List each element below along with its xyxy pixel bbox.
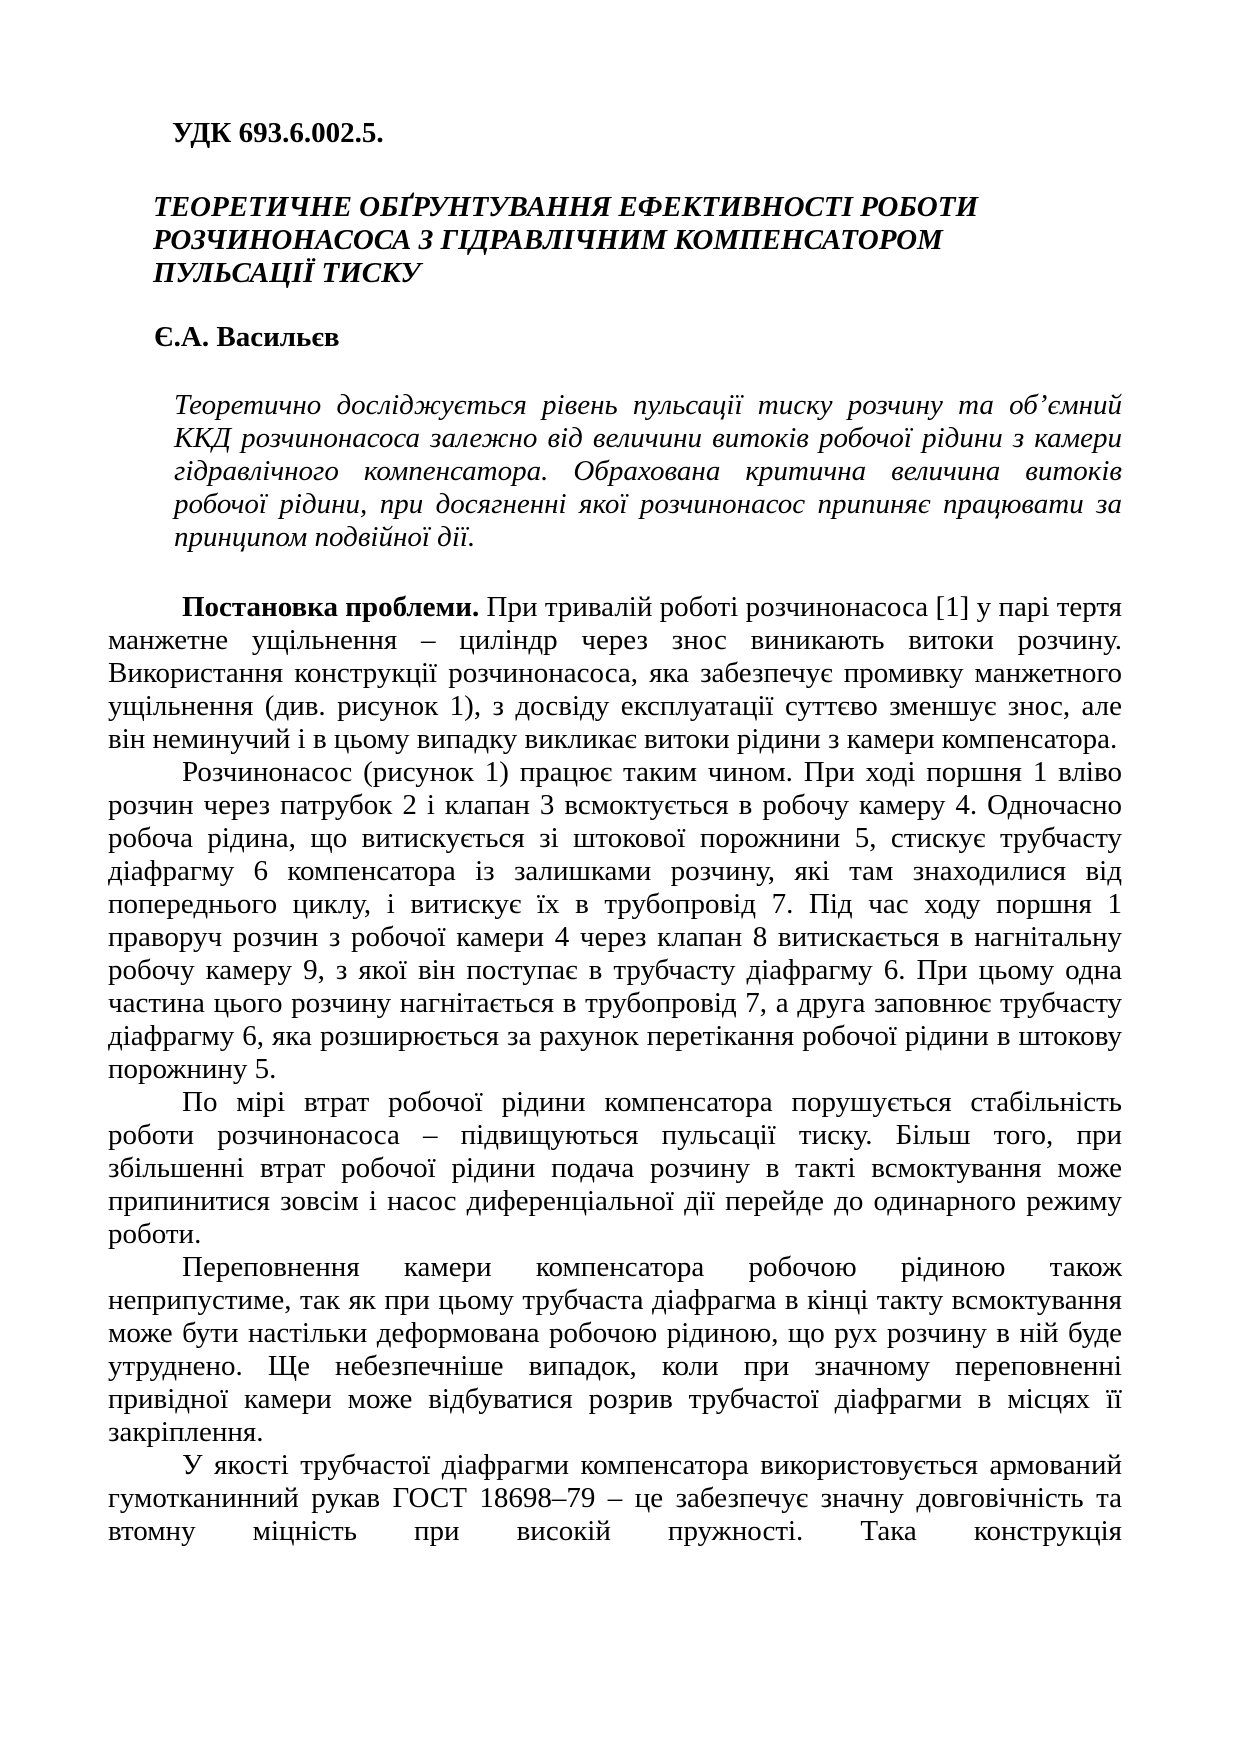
- paragraph-text: Розчинонасос (рисунок 1) працює таким чином. При ході поршня 1 вліво розчин через патрубок 2 і клапан 3 всмоктується в робочу камеру 4. Одночасно робоча рідина, що витискується зі штокової порожнини 5, стискує трубчасту діафрагму 6 компенсатора із залишками розчину, які там знаходилися від попереднього циклу, і витискує їх в трубопровід 7. Під час ходу поршня 1 праворуч розчин з робочої камери 4 через клапан 8 витискається в нагнітальну робочу камеру 9, з якої він поступає в трубчасту діафрагму 6. При цьому одна частина цього розчину нагнітається в трубопровід 7, а друга заповнює трубчасту діафрагму 6, яка розширюється за рахунок перетікання робочої рідини в штокову порожнину 5.: [108, 756, 1122, 1085]
- paragraph-pump-operation: [108, 756, 1122, 1086]
- paragraph-text: При тривалій роботі розчинонасоса [1] у парі тертя манжетне ущільнення – циліндр через знос виникають витоки розчину. Використання конструкції розчинонасоса, яка забезпечує промивку манжетного ущільнення (див. рисунок 1), з досвіду експлуатації суттєво зменшує знос, але він неминучий і в цьому випадку викликає витоки рідини з камери компенсатора.: [108, 591, 1122, 755]
- paragraph-text: У якості трубчастої діафрагми компенсатора використовується армований гумотканинний рукав ГОСТ 18698–79 – це забезпечує значну довговічність та втомну міцність при високій пружності. Така конструкція: [108, 1449, 1122, 1547]
- author-name: Є.А. Васильєв: [154, 321, 340, 353]
- paragraph-text: По мірі втрат робочої рідини компенсатора порушується стабільність роботи розчинонасоса – підвищуються пульсації тиску. Більш того, при збільшенні втрат робочої рідини подача розчину в такті всмоктування може припинитися зовсім і насос диференціальної дії перейде до одинарного режиму роботи.: [108, 1086, 1122, 1250]
- paragraph-problem-statement: [108, 591, 1122, 756]
- paragraph-diaphragm-material: [108, 1449, 1122, 1548]
- article-body: [108, 591, 1122, 1548]
- paragraph-fluid-loss: [108, 1086, 1122, 1251]
- paragraph-lead: Постановка проблеми.: [182, 591, 480, 623]
- paragraph-text: Переповнення камери компенсатора робочою рідиною також неприпустиме, так як при цьому трубчаста діафрагма в кінці такту всмоктування може бути настільки деформована робочою рідиною, що рух розчину в ній буде утруднено. Ще небезпечніше випадок, коли при значному переповненні привідної камери може відбуватися розрив трубчастої діафрагми в місцях її закріплення.: [108, 1251, 1122, 1448]
- paragraph-overfill: [108, 1251, 1122, 1449]
- article-title-line-3: ПУЛЬСАЦІЇ ТИСКУ: [153, 257, 421, 289]
- article-title-line-2: РОЗЧИНОНАСОСА З ГІДРАВЛІЧНИМ КОМПЕНСАТОРОМ: [153, 224, 943, 256]
- udc-code: УДК 693.6.002.5.: [172, 117, 384, 149]
- article-title: [153, 191, 1122, 290]
- article-title-line-1: ТЕОРЕТИЧНЕ ОБҐРУНТУВАННЯ ЕФЕКТИВНОСТІ РОБОТИ: [153, 191, 979, 223]
- abstract-text: Теоретично досліджується рівень пульсації тиску розчину та об’ємний ККД розчинонасоса залежно від величини витоків робочої рідини з камери гідравлічного компенсатора. Обрахована критична величина витоків робочої рідини, при досягненні якої розчинонасос припиняє працювати за принципом подвійної дії.: [174, 389, 1122, 553]
